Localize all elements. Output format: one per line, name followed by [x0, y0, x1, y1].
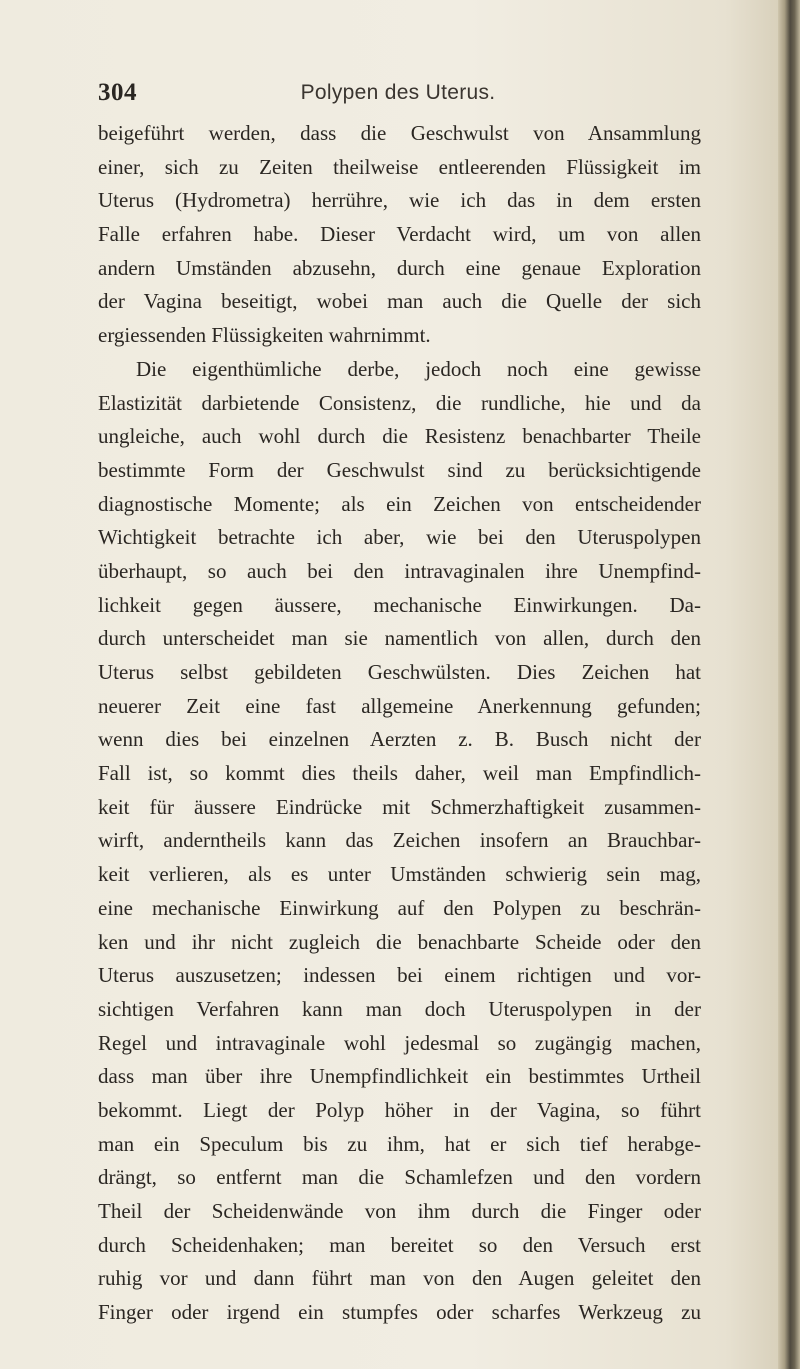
text-line: überhaupt, so auch bei den intravaginalen ihre Unempfind-	[98, 558, 701, 583]
text-line: andern Umständen abzusehn, durch eine genaue Exploration	[98, 255, 701, 280]
text-line: Uterus auszusetzen; indessen bei einem richtigen und vor-	[98, 963, 701, 988]
text-line: beigeführt werden, dass die Geschwulst von Ansammlung	[98, 121, 701, 145]
text-line: Falle erfahren habe. Dieser Verdacht wird, um von allen	[98, 222, 701, 247]
text-line: neuerer Zeit eine fast allgemeine Anerkennung gefunden;	[98, 693, 701, 718]
text-line: sichtigen Verfahren kann man doch Uteruspolypen in der	[98, 996, 701, 1021]
page-header	[98, 76, 698, 110]
text-line: wirft, anderntheils kann das Zeichen insofern an Brauchbar-	[98, 828, 701, 853]
running-title: Polypen des Uterus.	[300, 81, 496, 104]
text-line: ruhig vor und dann führt man von den Augen geleitet den	[98, 1266, 701, 1291]
text-line: ken und ihr nicht zugleich die benachbarte Scheide oder den	[98, 929, 701, 954]
text-line: keit verlieren, als es unter Umständen schwierig sein mag,	[98, 862, 701, 887]
text-line: einer, sich zu Zeiten theilweise entleerenden Flüssigkeit im	[98, 154, 701, 179]
text-line: eine mechanische Einwirkung auf den Polypen zu beschrän-	[98, 895, 701, 920]
text-line: keit für äussere Eindrücke mit Schmerzhaftigkeit zusammen-	[98, 794, 701, 819]
text-line: Elastizität darbietende Consistenz, die rundliche, hie und da	[98, 390, 701, 415]
text-line: ergiessenden Flüssigkeiten wahrnimmt.	[98, 323, 431, 348]
text-line: ungleiche, auch wohl durch die Resistenz benachbarter Theile	[98, 424, 701, 449]
text-line: Uterus (Hydrometra) herrühre, wie ich das in dem ersten	[98, 188, 701, 213]
text-line: durch unterscheidet man sie namentlich von allen, durch den	[98, 626, 701, 651]
text-line: Uterus selbst gebildeten Geschwülsten. Dies Zeichen hat	[98, 660, 701, 684]
text-line: wenn dies bei einzelnen Aerzten z. B. Busch nicht der	[98, 727, 701, 752]
text-line: Die eigenthümliche derbe, jedoch noch eine gewisse	[136, 356, 701, 381]
text-line: Regel und intravaginale wohl jedesmal so zugängig machen,	[98, 1030, 701, 1055]
page-number: 304	[98, 79, 137, 106]
text-line: bekommt. Liegt der Polyp höher in der Vagina, so führt	[98, 1097, 701, 1122]
text-line: Wichtigkeit betrachte ich aber, wie bei den Uteruspolypen	[98, 525, 701, 550]
text-line: drängt, so entfernt man die Schamlefzen und den vordern	[98, 1165, 701, 1190]
text-line: Theil der Scheidenwände von ihm durch die Finger oder	[98, 1199, 701, 1223]
body-text	[98, 117, 701, 1330]
text-line: bestimmte Form der Geschwulst sind zu berücksichtigende	[98, 457, 701, 482]
text-line: durch Scheidenhaken; man bereitet so den Versuch erst	[98, 1232, 701, 1257]
text-line: man ein Speculum bis zu ihm, hat er sich tief herabge-	[98, 1131, 701, 1156]
text-line: lichkeit gegen äussere, mechanische Einwirkungen. Da-	[98, 592, 701, 617]
text-line: dass man über ihre Unempfindlichkeit ein bestimmtes Urtheil	[98, 1064, 701, 1089]
book-binding-edge	[778, 0, 800, 1369]
text-line: Fall ist, so kommt dies theils daher, weil man Empfindlich-	[98, 761, 701, 786]
text-line: der Vagina beseitigt, wobei man auch die Quelle der sich	[98, 289, 701, 314]
text-line: Finger oder irgend ein stumpfes oder scharfes Werkzeug zu	[98, 1300, 701, 1325]
text-line: diagnostische Momente; als ein Zeichen von entscheidender	[98, 491, 701, 516]
